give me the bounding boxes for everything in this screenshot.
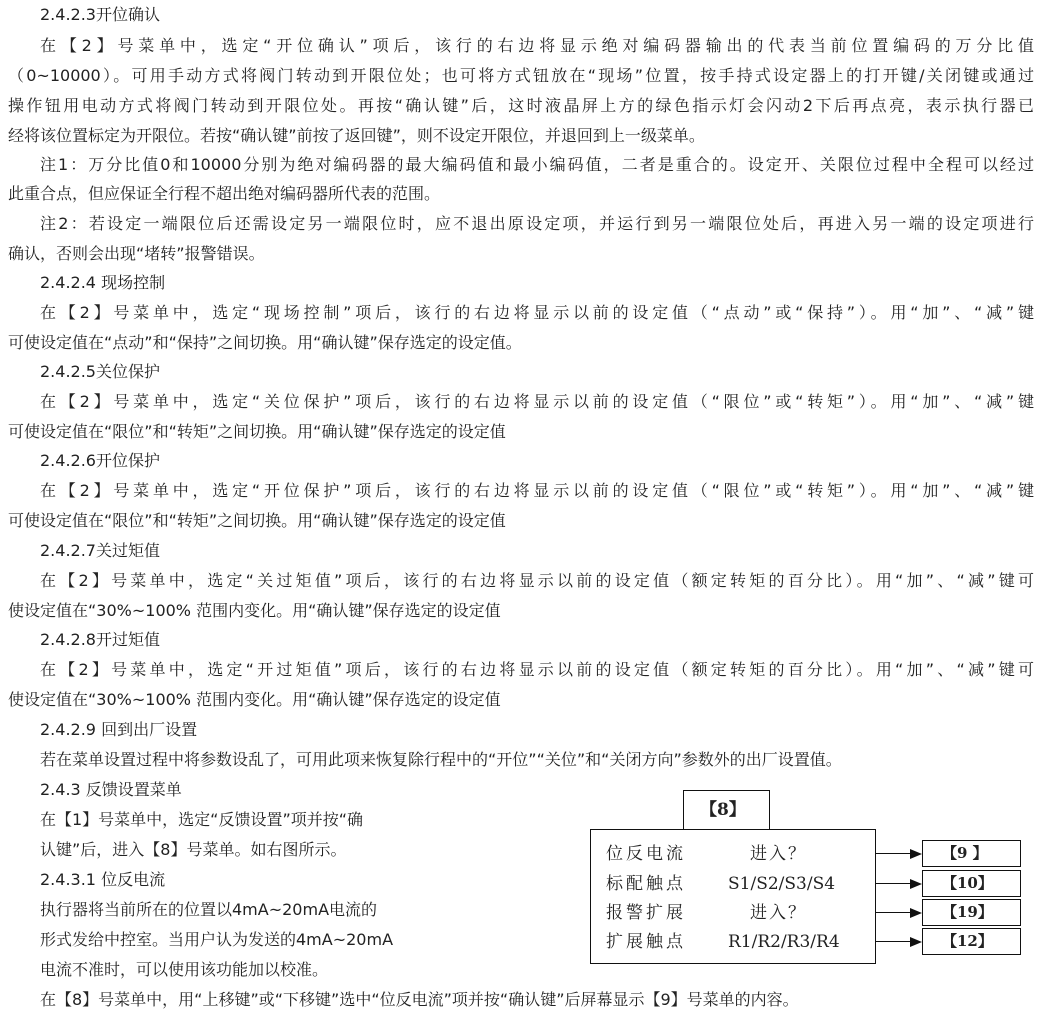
paragraph-line: 经将该位置标定为开限位。若按“确认键”前按了返回键”，则不设定开限位，并退回到上一级菜单。 xyxy=(8,126,705,145)
paragraph-line: 形式发给中控室。当用户认为发送的4mA~20mA xyxy=(40,930,394,949)
arrow-line xyxy=(876,883,912,884)
menu-row-label: 报警扩展 xyxy=(606,903,686,923)
menu-row-value: 进入？ xyxy=(750,844,807,864)
section-heading-2-4-2-5: 2.4.2.5关位保护 xyxy=(40,362,160,381)
menu-row-value: 进入？ xyxy=(750,903,807,923)
menu-row-value: R1/R2/R3/R4 xyxy=(728,932,840,952)
submenu-label: 【10】 xyxy=(942,874,993,892)
paragraph-line: 在【2】号菜单中，选定“开位确认”项后，该行的右边将显示绝对编码器输出的代表当前位置编码的万分比值 xyxy=(40,36,1034,55)
section-heading-2-4-2-9: 2.4.2.9 回到出厂设置 xyxy=(40,720,198,739)
section-heading-2-4-3-1: 2.4.3.1 位反电流 xyxy=(40,870,166,889)
submenu-label: 【19】 xyxy=(942,903,993,921)
paragraph-line: 可使设定值在“限位”和“转矩”之间切换。用“确认键”保存选定的设定值 xyxy=(8,422,506,441)
paragraph-line: （0~10000）。可用手动方式将阀门转动到开限位处；也可将方式钮放在“现场”位置，按手持式设定器上的打开键/关闭键或通过 xyxy=(8,66,1034,85)
paragraph-line: 在【2】号菜单中，选定“关位保护”项后，该行的右边将显示以前的设定值（“限位”或“转矩”）。用“加”、“减”键 xyxy=(40,392,1034,411)
arrow-head-icon xyxy=(910,849,922,859)
submenu-label: 【9 】 xyxy=(942,844,988,862)
arrow-line xyxy=(876,912,912,913)
paragraph-line: 在【2】号菜单中，选定“现场控制”项后，该行的右边将显示以前的设定值（“点动”或“保持”）。用“加”、“减”键 xyxy=(40,303,1034,322)
menu-row-value: S1/S2/S3/S4 xyxy=(728,874,836,894)
menu-row-label: 位反电流 xyxy=(606,844,686,864)
paragraph-line: 在【2】号菜单中，选定“开位保护”项后，该行的右边将显示以前的设定值（“限位”或“转矩”）。用“加”、“减”键 xyxy=(40,481,1034,500)
section-heading-2-4-2-4: 2.4.2.4 现场控制 xyxy=(40,273,166,292)
paragraph-line: 若在菜单设置过程中将参数设乱了，可用此项来恢复除行程中的“开位”“关位”和“关闭方向”参数外的出厂设置值。 xyxy=(40,750,842,769)
menu-row-label: 标配触点 xyxy=(606,874,686,894)
paragraph-line: 使设定值在“30%~100% 范围内变化。用“确认键”保存选定的设定值 xyxy=(8,601,501,620)
section-heading-2-4-2-8: 2.4.2.8开过矩值 xyxy=(40,630,160,649)
paragraph-line: 在【2】号菜单中，选定“关过矩值”项后，该行的右边将显示以前的设定值（额定转矩的百分比）。用“加”、“减”键可 xyxy=(40,571,1034,590)
paragraph-line: 可使设定值在“限位”和“转矩”之间切换。用“确认键”保存选定的设定值 xyxy=(8,511,506,530)
section-heading-2-4-2-3: 2.4.2.3开位确认 xyxy=(40,5,160,24)
note-1-line: 此重合点，但应保证全行程不超出绝对编码器所代表的范围。 xyxy=(8,184,441,203)
paragraph-line: 执行器将当前所在的位置以4mA~20mA电流的 xyxy=(40,900,378,919)
paragraph-line: 使设定值在“30%~100% 范围内变化。用“确认键”保存选定的设定值 xyxy=(8,690,501,709)
note-1-line: 注1：万分比值0和10000分别为绝对编码器的最大编码值和最小编码值，二者是重合的。设定开、关限位过程中全程可以经过 xyxy=(40,155,1034,174)
paragraph-line: 可使设定值在“点动”和“保持”之间切换。用“确认键”保存选定的设定值。 xyxy=(8,333,522,352)
menu-title: 【8】 xyxy=(700,800,746,820)
footer-line: 在【8】号菜单中，用“上移键”或“下移键”选中“位反电流”项并按“确认键”后屏幕显示【9】号菜单的内容。 xyxy=(40,990,799,1009)
paragraph-line: 认键”后，进入【8】号菜单。如右图所示。 xyxy=(40,840,347,859)
note-2-line: 注2：若设定一端限位后还需设定另一端限位时，应不退出原设定项，并运行到另一端限位处后，再进入另一端的设定项进行 xyxy=(40,214,1034,233)
paragraph-line: 操作钮用电动方式将阀门转动到开限位处。再按“确认键”后，这时液晶屏上方的绿色指示灯会闪动2下后再点亮，表示执行器已 xyxy=(8,96,1034,115)
menu-row-label: 扩展触点 xyxy=(606,932,686,952)
section-heading-2-4-3: 2.4.3 反馈设置菜单 xyxy=(40,780,182,799)
arrow-line xyxy=(876,941,912,942)
arrow-head-icon xyxy=(910,937,922,947)
submenu-label: 【12】 xyxy=(942,932,993,950)
section-heading-2-4-2-6: 2.4.2.6开位保护 xyxy=(40,451,160,470)
arrow-head-icon xyxy=(910,908,922,918)
paragraph-line: 在【1】号菜单中，选定“反馈设置”项并按“确 xyxy=(40,810,364,829)
arrow-line xyxy=(876,853,912,854)
paragraph-line: 电流不准时，可以使用该功能加以校准。 xyxy=(40,960,329,979)
arrow-head-icon xyxy=(910,879,922,889)
section-heading-2-4-2-7: 2.4.2.7关过矩值 xyxy=(40,541,160,560)
note-2-line: 确认，否则会出现“堵转”报警错误。 xyxy=(8,244,265,263)
paragraph-line: 在【2】号菜单中，选定“开过矩值”项后，该行的右边将显示以前的设定值（额定转矩的百分比）。用“加”、“减”键可 xyxy=(40,660,1034,679)
